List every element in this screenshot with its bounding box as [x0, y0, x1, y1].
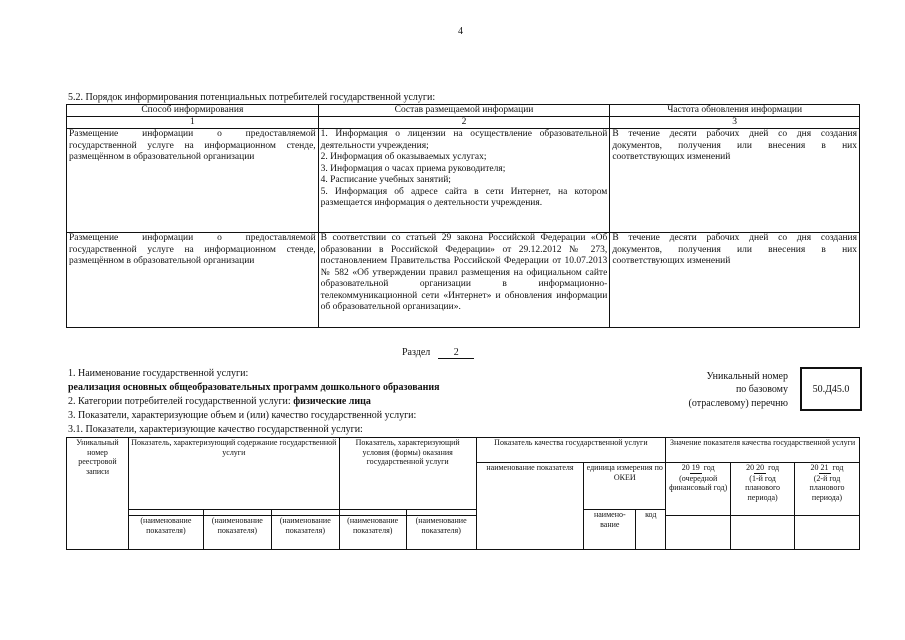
row2-content: В соответствии со статьей 29 закона Российской Федерации «Об образовании в Российской Федерации» от 29.12.2012 № 273, постановлением Правительства Российской Федерации от 10.07.2013 № 582 «Об утверждении правил размещения на официальном сайте образовательной организации в информационно-телекоммуникационной сети «Интернет» и обновления информации об образовательной организации».	[318, 233, 610, 328]
sub-indicator-name: (наименование показателя)	[203, 516, 271, 550]
year-2-value: 20	[756, 463, 765, 472]
unique-line-2: по базовому	[735, 384, 788, 396]
header-unit-name: наимено-вание	[584, 510, 636, 550]
sub-indicator-name: (наименование показателя)	[406, 516, 476, 550]
sub-indicator-name: (наименование показателя)	[128, 516, 203, 550]
item-3: 3. Показатели, характеризующие объем и (или) качество государственной услуги:	[68, 410, 417, 421]
col-header-content: Состав размещаемой информации	[318, 105, 610, 117]
item-2-label: 2. Категории потребителей государственной услуги:	[68, 396, 294, 407]
item-3-1: 3.1. Показатели, характеризующие качество государственной услуги:	[68, 424, 363, 435]
quality-indicators-table	[66, 437, 860, 550]
item-1: 1. Наименование государственной услуги:	[68, 368, 249, 379]
col-header-method: Способ информирования	[67, 105, 319, 117]
year-3-header: 20 21 год (2-й год планового периода)	[795, 463, 860, 516]
header-quality-values: Значение показателя качества государственной услуги	[666, 438, 860, 463]
year-2-header: 20 20 год (1-й год планового периода)	[731, 463, 795, 516]
consumer-category: физические лица	[293, 396, 371, 407]
unique-line-1: Уникальный номер	[706, 371, 788, 382]
empty-cell	[795, 516, 860, 550]
row1-content-line: 2. Информация об оказываемых услугах;	[320, 152, 487, 162]
header-unit-code: код	[636, 510, 666, 550]
row1-content	[318, 129, 610, 233]
col-num-3: 3	[610, 117, 860, 129]
section-heading	[402, 347, 474, 359]
row1-content-line: 3. Информация о часах приема руководителя;	[320, 163, 506, 174]
year-3-note: (2-й год планового периода)	[809, 473, 845, 502]
year-1-header: 20 19 год (очередной финансовый год)	[666, 463, 731, 516]
col-header-frequency: Частота обновления информации	[610, 105, 860, 117]
row1-content-line: 1. Информация о лицензии на осуществление образовательной деятельности учреждения;	[320, 129, 608, 151]
table-row	[67, 233, 860, 328]
year-1-value: 19	[691, 463, 700, 472]
item-2	[68, 396, 371, 407]
section-label: Раздел	[402, 347, 431, 358]
sub-indicator-name: (наименование показателя)	[339, 516, 406, 550]
row2-method: Размещение информации о предоставляемой государственной услуге на информационном стенде, размещённом в образовательной организации	[67, 233, 319, 328]
year-3-value: 21	[820, 463, 829, 472]
table-row	[67, 129, 860, 233]
sub-indicator-name: (наименование показателя)	[271, 516, 339, 550]
row2-frequency: В течение десяти рабочих дней со дня создания документов, получения или внесения в них соответствующих изменений	[610, 233, 860, 328]
col-num-1: 1	[67, 117, 319, 129]
col-num-2: 2	[318, 117, 610, 129]
page-number: 4	[458, 26, 463, 37]
row1-frequency: В течение десяти рабочих дней со дня создания документов, получения или внесения в них соответствующих изменений	[610, 129, 860, 233]
section-number: 2	[438, 347, 474, 359]
row1-method: Размещение информации о предоставляемой государственной услуге на информационном стенде, размещённом в образовательной организации	[67, 129, 319, 233]
row1-content-line: 4. Расписание учебных занятий;	[320, 175, 451, 185]
section-5-2-title: 5.2. Порядок информирования потенциальных потребителей государственной услуги:	[68, 92, 436, 103]
empty-cell	[731, 516, 795, 550]
year-2-note: (1-й год планового периода)	[745, 473, 781, 502]
header-unit: единица измерения по ОКЕИ	[584, 463, 666, 510]
service-name: реализация основных общеобразовательных программ дошкольного образования	[68, 382, 440, 393]
header-quality-indicator: Показатель качества государственной услуги	[476, 438, 666, 463]
header-conditions-indicator: Показатель, характеризующий условия (формы) оказания государственной услуги	[339, 438, 476, 510]
header-unique-number: Уникальный номер реестровой записи	[67, 438, 129, 550]
header-indicator-name: наименование показателя	[476, 463, 584, 550]
unique-line-3: (отраслевому) перечню	[688, 397, 788, 409]
empty-cell	[666, 516, 731, 550]
unique-number-box: 50.Д45.0	[800, 367, 862, 411]
unique-number-label	[620, 370, 788, 410]
header-content-indicator: Показатель, характеризующий содержание государственной услуги	[128, 438, 339, 510]
informing-table	[66, 104, 860, 328]
year-1-note: (очередной финансовый год)	[669, 473, 728, 492]
row1-content-line: 5. Информация об адресе сайта в сети Интернет, на котором размещается информация о деятельности учреждения.	[320, 186, 608, 208]
